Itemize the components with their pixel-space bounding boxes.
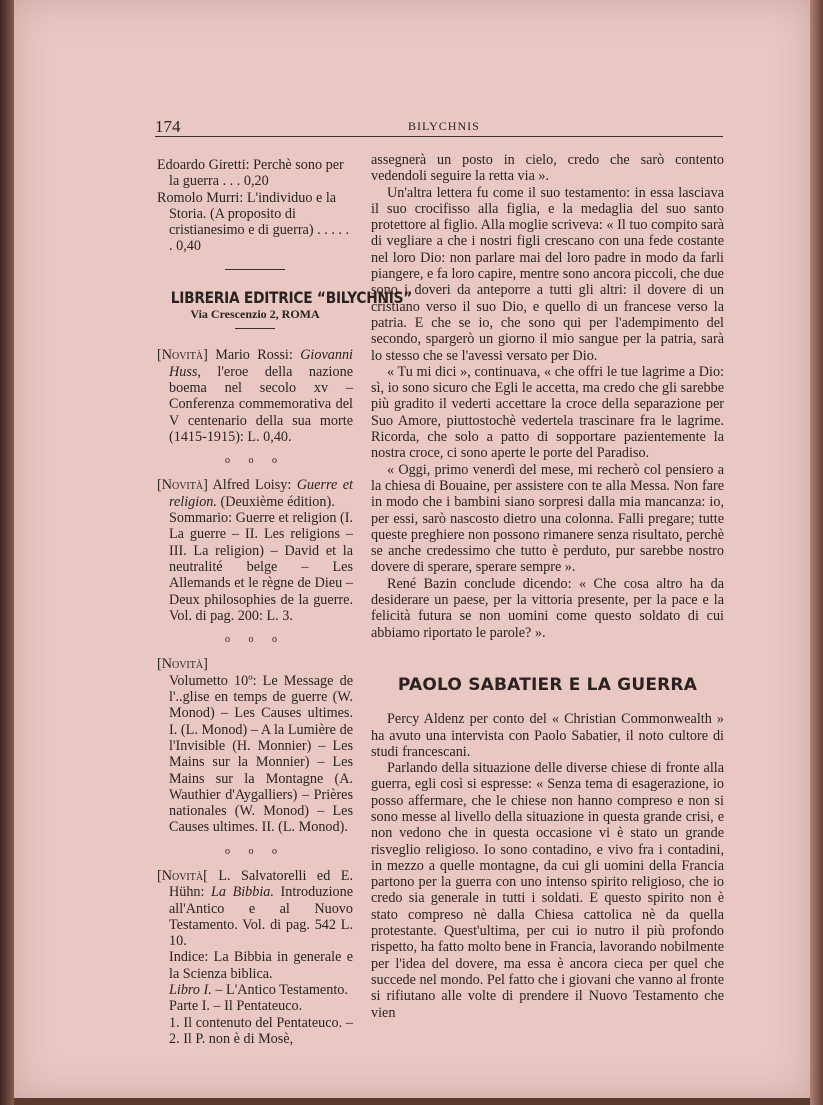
entry-text: Edoardo Giretti: Perchè sono per la guerra — [157, 157, 344, 190]
publisher-address: Via Crescenzio 2, ROMA — [190, 307, 320, 322]
paragraph: assegnerà un posto in cielo, credo che sarò contento vedendoli seguire la retta via ». — [371, 152, 724, 185]
entry-price: . . . 0,20 — [222, 173, 269, 190]
catalog-entry — [157, 656, 353, 672]
book-label: Libro I. — [169, 982, 212, 999]
section-title: PAOLO SABATIER E LA GUERRA — [397, 674, 698, 695]
catalog-entry — [157, 868, 353, 949]
running-title: BILYCHNIS — [408, 119, 480, 133]
entry-item: 1. Il contenuto del Pentateuco. – 2. Il P. non è di Mosè, — [169, 1014, 353, 1047]
entry-title: Guerre et religion. — [169, 477, 353, 510]
publisher-title: LIBRERIA EDITRICE “BILYCHNIS” — [170, 287, 413, 307]
ornament-dots: o o o — [225, 455, 285, 467]
entry-description: Introduzione all'Antico e al Nuovo Testamento. Vol. di pag. 542 L. 10. — [169, 884, 354, 950]
binding-gutter — [0, 0, 14, 1105]
book-entry — [157, 157, 353, 190]
page-number: 174 — [155, 117, 181, 136]
catalog-entry — [157, 347, 353, 445]
novelty-tag: [Novità] — [157, 656, 208, 673]
entry-title: La Bibbia. — [211, 884, 274, 901]
paragraph: Parlando della situazione delle diverse chiese di fronte alla guerra, egli così si espresse: « Senza tema di esagerazione, io posso affermare, che le chiese non hanno compreso e non si sono messe al livello della situazione in questa grande crisi, e non vedono che in questa occasione vi è stato un grande risveglio religioso. Io sono contadino, e vivo fra i contadini, in mezzo a quelle montagne, da cui gli uomini della Francia partono per la guerra con uno intenso spirito religioso, che io credo sia generale in tutti i soldati. E questo spirito non è stato compreso nè dalla Chiesa cattolica nè da quella protestante. Quest'ultima, per cui io nutro il più profondo rispetto, ha fatto molto bene in Francia, lavorando nobilmente per l'idea del dovere, ma essa è ancora cieca per quel che succede nel mondo. Pel fatto che i giovani che vanno al fronte si rifiutano alle volte di prendere il Nuovo Testamento che vien — [371, 760, 724, 1021]
paragraph: Percy Aldenz per conto del « Christian Commonwealth » ha avuto una intervista con Paolo Sabatier, il noto cultore di studi francescani. — [371, 711, 724, 760]
paragraph: « Oggi, primo venerdì del mese, mi recherò col pensiero a la chiesa di Bouaine, per assistere con te alla Messa. Non fare in modo che i bambini siano sorpresi dalla mia mancanza: io, per essi, sarò nascosto dietro una colonna. Falli pregare; tutte queste preghiere non possono rimanere senza risultato, perchè se anche credessimo che tutto è perduto, pur sarebbe nostro dovere di sperare, sperare sempre ». — [371, 461, 724, 576]
entry-title: Giovanni Huss, — [169, 347, 353, 380]
entry-description: Volumetto 10º: Le Message de l'..glise en temps de guerre (W. Monod) – Les Causes ultimes. I. (L. Monod) – A la Lumière de l'Invisible (H. Monnier) – Les Mains sur la Monnier) – Les Mains sur la Montagne (A. Wauthier d'Aygalliers) – Prières nationales (W. Monod) – Les Causes ultimes. II. (L. Monod). — [169, 672, 353, 836]
entry-description: l'eroe della nazione boema nel secolo xv – Conferenza commemorativa del V centenario della sua morte (1415-1915): L. 0,40. — [169, 363, 353, 445]
entry-index: Indice: La Bibbia in generale e la Scienza biblica. — [169, 949, 353, 982]
novelty-tag: [Novità] — [157, 347, 208, 364]
entry-author: Mario Rossi: — [215, 347, 293, 364]
entry-price: . . . . . . 0,40 — [169, 222, 350, 255]
ornament-dots: o o o — [225, 634, 285, 646]
right-column — [371, 152, 724, 1021]
paragraph: Un'altra lettera fu come il suo testamento: in essa lasciava il suo crocifisso alla figlia, e la medaglia del suo santo protettore al figlio. Alla moglie scriveva: « Il tuo compito sarà di vegliare a che i nostri figli crescano con una fede costante nel loro Dio: non parlare mai del loro padre in modo da farli piangere, e fa loro capire, mentre sono ancora piccoli, che due sono i doveri da anteporre a tutti gli altri: il dovere di un cristiano verso il suo Dio, e quello di un francese verso la patria. E che se io, che sono qui per l'adempimento del secondo, spargerò un giorno il mio sangue per la patria, sarà lo stesso che se l'avessi versato per Dio. — [371, 184, 724, 364]
novelty-tag: [Novità] — [157, 477, 208, 494]
entry-part: Parte I. – Il Pentateuco. — [169, 998, 303, 1015]
paragraph: René Bazin conclude dicendo: « Che cosa altro ha da desiderare un paese, per la vittoria presente, per la pace e la felicità futura se non uomini come questo soldato di cui abbiamo riportato le parole? ». — [371, 575, 724, 641]
book-entry — [157, 190, 353, 255]
catalog-entry — [157, 477, 353, 510]
header-rule — [155, 136, 723, 137]
entry-text: Romolo Murri: L'individuo e la Storia. (A proposito di cristianesimo e di guerra) — [157, 189, 337, 239]
page-header — [155, 117, 723, 137]
left-column — [157, 157, 413, 1047]
entry-author: L. Salvatorelli ed E. Hühn: — [169, 867, 353, 901]
entry-book — [157, 982, 353, 998]
entry-description: (Deuxième édition). — [220, 493, 335, 510]
ornament-dots: o o o — [225, 845, 285, 857]
book-text: – L'Antico Testamento. — [215, 982, 348, 999]
divider — [225, 269, 285, 270]
page-edge — [810, 0, 823, 1105]
entry-summary: Sommario: Guerre et religion (I. La guerre – II. Les religions – III. La religion) – David et la neutralité belge – Les Allemands et le règne de Dieu – Deux philosophies de la guerre. Vol. di pag. 200: L. 3. — [169, 510, 353, 624]
novelty-tag: [Novità[ — [157, 867, 208, 884]
divider — [235, 328, 275, 329]
entry-author: Alfred Loisy: — [212, 477, 292, 494]
paragraph: « Tu mi dici », continuava, « che offri le tue lagrime a Dio: sì, io sono sicuro che Egli le accetta, ma credo che gli sarebbe più gradito il vederti accettare la croce della separazione per Suo Amore, piuttostochè vedertela trascinare fra le lagrime. Ricorda, che solo a patto di sopportare pazientemente la nostra croce, ci sono aperte le porte del Paradiso. — [371, 363, 724, 462]
